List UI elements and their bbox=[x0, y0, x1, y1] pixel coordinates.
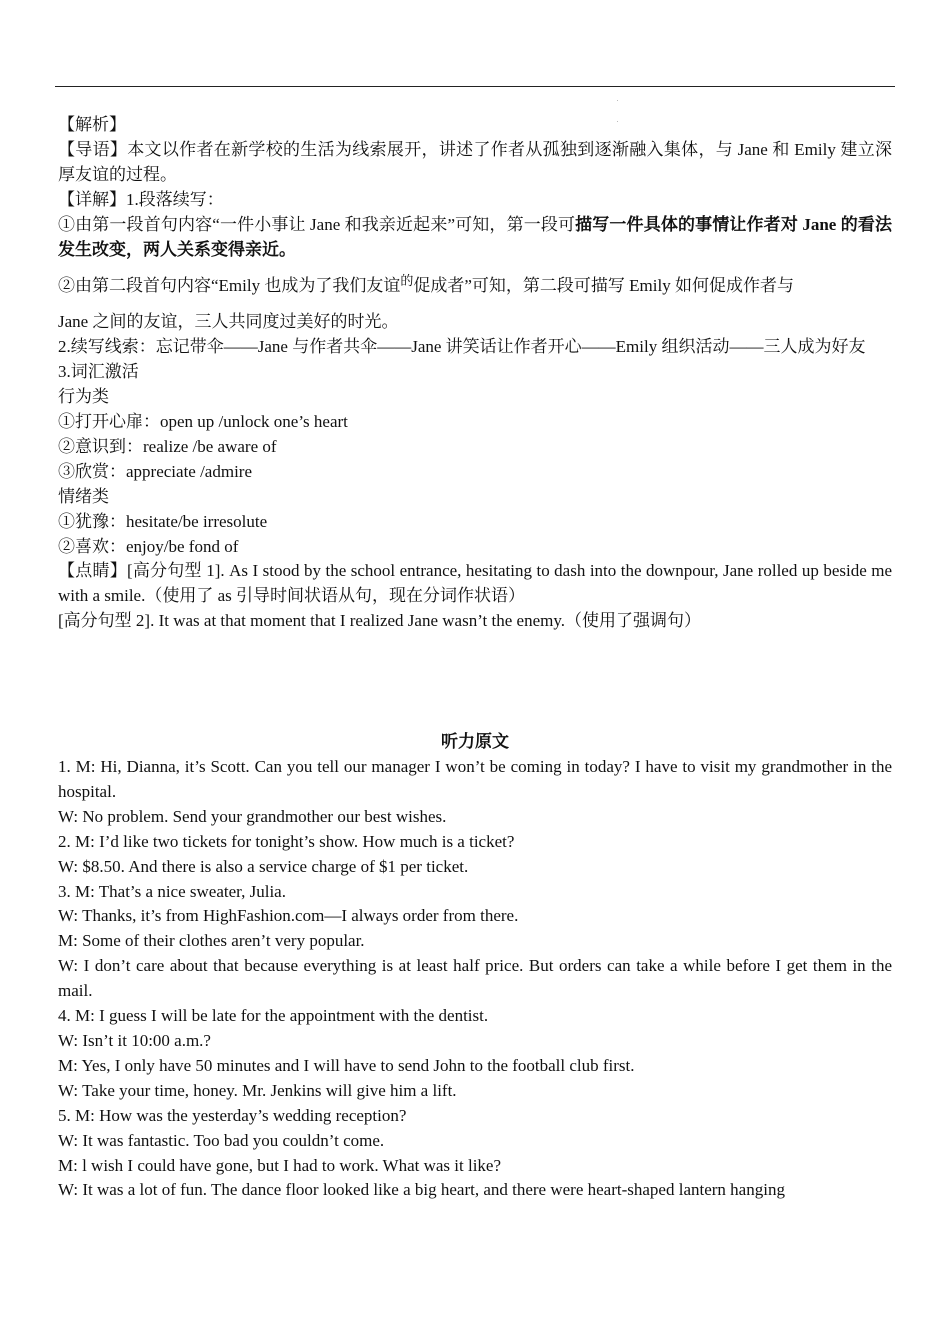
transcript-line: 1. M: Hi, Dianna, it’s Scott. Can you tell our manager I won’t be coming in today? I have to visit my grandmother in the hospital. bbox=[58, 757, 892, 801]
transcript-line: W: $8.50. And there is also a service charge of $1 per ticket. bbox=[58, 856, 469, 876]
intro-paragraph bbox=[58, 138, 892, 188]
p2-part-a: ②由第二段首句内容“Emily 也成为了我们友谊 bbox=[58, 276, 401, 296]
analysis-header: 【解析】 bbox=[58, 115, 126, 134]
vocab-title: 3.词汇激活 bbox=[58, 362, 139, 382]
behavior-item: ①打开心扉：open up /unlock one’s heart bbox=[58, 411, 348, 431]
transcript-line: W: I don’t care about that because everything is at least half price. But orders can take a while before I get them in the mail. bbox=[58, 956, 892, 1001]
transcript-line: W: It was a lot of fun. The dance floor looked like a big heart, and there were heart-shaped lantern hanging bbox=[58, 1180, 785, 1200]
intro-text: 本文以作者在新学校的生活为线索展开，讲述了作者从孤独到逐渐融入集体，与 Jane 和 Emily 建立深厚友谊的过程。 bbox=[58, 139, 893, 184]
behavior-item: ③欣赏：appreciate /admire bbox=[58, 461, 253, 481]
p1-bold: 描写一件具体的事情让作者对 Jane 的看法发生改变，两人关系变得亲近。 bbox=[58, 214, 893, 259]
transcript-line: W: It was fantastic. Too bad you couldn’t come. bbox=[58, 1130, 385, 1150]
writing-clues: 2.续写线索：忘记带伞——Jane 与作者共伞——Jane 讲笑话让作者开心——Emily 组织活动——三人成为好友 bbox=[58, 337, 866, 357]
detail-label: 【详解】 bbox=[58, 189, 126, 209]
detail-first: 1.段落续写： bbox=[126, 189, 224, 209]
paragraph-1-guide bbox=[58, 213, 892, 263]
p1-prefix: ①由第一段首句内容“一件小事让 Jane 和我亲近起来”可知，第一段可 bbox=[58, 214, 576, 234]
header-rule bbox=[55, 86, 895, 87]
highlight-sentence-1 bbox=[58, 559, 892, 609]
transcript-line: W: Thanks, it’s from HighFashion.com—I always order from there. bbox=[58, 906, 519, 926]
behavior-item: ②意识到：realize /be aware of bbox=[58, 436, 277, 456]
transcript-line: M: Some of their clothes aren’t very popular. bbox=[58, 931, 365, 951]
p2-line2: Jane 之间的友谊，三人共同度过美好的时光。 bbox=[58, 312, 399, 332]
transcript-line: W: No problem. Send your grandmother our best wishes. bbox=[58, 806, 447, 826]
emotion-title: 情绪类 bbox=[58, 486, 109, 506]
highlight-1-text: [高分句型 1]. As I stood by the school entrance, hesitating to dash into the downpour, Jane rolled up beside me with a smile.（使用了 as 引导时间状语从句，现在分词作状语） bbox=[58, 561, 892, 606]
transcript-line: 2. M: I’d like two tickets for tonight’s show. How much is a ticket? bbox=[58, 831, 515, 851]
scan-speck bbox=[617, 100, 618, 101]
emotion-item: ①犹豫：hesitate/be irresolute bbox=[58, 511, 268, 531]
intro-label: 【导语】 bbox=[58, 139, 128, 159]
transcript-line: 4. M: I guess I will be late for the appointment with the dentist. bbox=[58, 1006, 489, 1026]
transcript-line: W: Isn’t it 10:00 a.m.? bbox=[58, 1031, 211, 1050]
paragraph-2-guide bbox=[58, 274, 892, 335]
p2-superscript: 的 bbox=[400, 273, 414, 289]
transcript-line: M: Yes, I only have 50 minutes and I will have to send John to the football club first. bbox=[58, 1055, 635, 1075]
document-body bbox=[58, 113, 892, 1203]
highlight-sentence-2: [高分句型 2]. It was at that moment that I realized Jane wasn’t the enemy.（使用了强调句） bbox=[58, 611, 702, 631]
transcript-title: 听力原文 bbox=[441, 732, 509, 752]
transcript-body bbox=[58, 755, 892, 1203]
behavior-title: 行为类 bbox=[58, 387, 109, 407]
transcript-line: 3. M: That’s a nice sweater, Julia. bbox=[58, 881, 286, 901]
highlight-label: 【点睛】 bbox=[58, 561, 127, 581]
detail-heading bbox=[58, 188, 892, 213]
emotion-item: ②喜欢：enjoy/be fond of bbox=[58, 536, 239, 556]
transcript-line: 5. M: How was the yesterday’s wedding reception? bbox=[58, 1105, 407, 1125]
transcript-line: W: Take your time, honey. Mr. Jenkins will give him a lift. bbox=[58, 1080, 457, 1100]
p2-part-b: 促成者”可知，第二段可描写 Emily 如何促成作者与 bbox=[413, 276, 794, 296]
transcript-line: M: l wish I could have gone, but I had to work. What was it like? bbox=[58, 1155, 502, 1175]
